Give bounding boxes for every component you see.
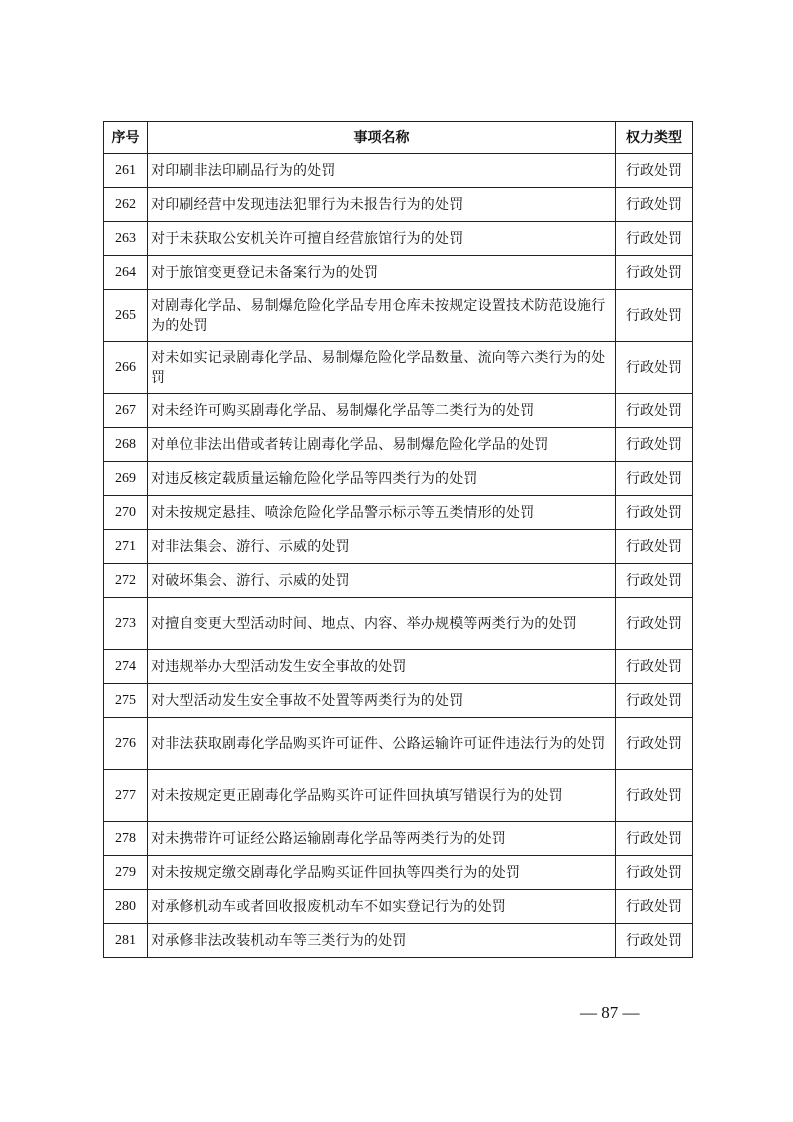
table-row	[104, 890, 693, 924]
row-power-type: 行政处罚	[616, 822, 693, 856]
row-item-name: 对承修非法改装机动车等三类行为的处罚	[148, 924, 616, 958]
table-row	[104, 256, 693, 290]
row-power-type: 行政处罚	[616, 770, 693, 822]
row-item-name: 对于未获取公安机关许可擅自经营旅馆行为的处罚	[148, 222, 616, 256]
table-row	[104, 496, 693, 530]
row-power-type: 行政处罚	[616, 188, 693, 222]
row-serial-number: 270	[104, 496, 148, 530]
row-power-type: 行政处罚	[616, 924, 693, 958]
row-item-name: 对单位非法出借或者转让剧毒化学品、易制爆危险化学品的处罚	[148, 428, 616, 462]
table-row	[104, 564, 693, 598]
row-item-name: 对未携带许可证经公路运输剧毒化学品等两类行为的处罚	[148, 822, 616, 856]
row-power-type: 行政处罚	[616, 530, 693, 564]
row-power-type: 行政处罚	[616, 428, 693, 462]
table-header-row	[104, 122, 693, 154]
row-item-name: 对未如实记录剧毒化学品、易制爆危险化学品数量、流向等六类行为的处罚	[148, 342, 616, 394]
row-serial-number: 261	[104, 154, 148, 188]
row-serial-number: 280	[104, 890, 148, 924]
row-serial-number: 275	[104, 684, 148, 718]
row-power-type: 行政处罚	[616, 598, 693, 650]
row-power-type: 行政处罚	[616, 462, 693, 496]
table-row	[104, 770, 693, 822]
row-power-type: 行政处罚	[616, 290, 693, 342]
row-item-name: 对承修机动车或者回收报废机动车不如实登记行为的处罚	[148, 890, 616, 924]
row-serial-number: 271	[104, 530, 148, 564]
row-serial-number: 262	[104, 188, 148, 222]
row-item-name: 对于旅馆变更登记未备案行为的处罚	[148, 256, 616, 290]
table-row	[104, 428, 693, 462]
row-item-name: 对违规举办大型活动发生安全事故的处罚	[148, 650, 616, 684]
table-row	[104, 530, 693, 564]
row-serial-number: 267	[104, 394, 148, 428]
table-row	[104, 290, 693, 342]
row-item-name: 对未按规定悬挂、喷涂危险化学品警示标示等五类情形的处罚	[148, 496, 616, 530]
row-power-type: 行政处罚	[616, 394, 693, 428]
row-power-type: 行政处罚	[616, 684, 693, 718]
table-row	[104, 462, 693, 496]
row-power-type: 行政处罚	[616, 342, 693, 394]
row-item-name: 对擅自变更大型活动时间、地点、内容、举办规模等两类行为的处罚	[148, 598, 616, 650]
table-row	[104, 650, 693, 684]
row-power-type: 行政处罚	[616, 890, 693, 924]
row-power-type: 行政处罚	[616, 222, 693, 256]
page-number: — 87 —	[580, 1003, 640, 1022]
row-item-name: 对剧毒化学品、易制爆危险化学品专用仓库未按规定设置技术防范设施行为的处罚	[148, 290, 616, 342]
row-serial-number: 274	[104, 650, 148, 684]
row-item-name: 对破坏集会、游行、示威的处罚	[148, 564, 616, 598]
row-serial-number: 263	[104, 222, 148, 256]
header-power-type: 权力类型	[616, 122, 693, 154]
row-serial-number: 268	[104, 428, 148, 462]
table-row	[104, 856, 693, 890]
row-serial-number: 276	[104, 718, 148, 770]
power-items-table	[103, 121, 693, 958]
row-serial-number: 264	[104, 256, 148, 290]
row-item-name: 对非法集会、游行、示威的处罚	[148, 530, 616, 564]
row-power-type: 行政处罚	[616, 718, 693, 770]
row-serial-number: 278	[104, 822, 148, 856]
table-row	[104, 684, 693, 718]
row-serial-number: 269	[104, 462, 148, 496]
row-item-name: 对非法获取剧毒化学品购买许可证件、公路运输许可证件违法行为的处罚	[148, 718, 616, 770]
row-power-type: 行政处罚	[616, 856, 693, 890]
row-serial-number: 279	[104, 856, 148, 890]
row-serial-number: 281	[104, 924, 148, 958]
header-serial-number: 序号	[104, 122, 148, 154]
table-row	[104, 394, 693, 428]
table-row	[104, 924, 693, 958]
table-row	[104, 222, 693, 256]
row-serial-number: 266	[104, 342, 148, 394]
table-row	[104, 598, 693, 650]
table-row	[104, 154, 693, 188]
table-row	[104, 188, 693, 222]
row-power-type: 行政处罚	[616, 650, 693, 684]
table-row	[104, 342, 693, 394]
row-item-name: 对未经许可购买剧毒化学品、易制爆化学品等二类行为的处罚	[148, 394, 616, 428]
row-item-name: 对印刷经营中发现违法犯罪行为未报告行为的处罚	[148, 188, 616, 222]
row-serial-number: 272	[104, 564, 148, 598]
row-item-name: 对印刷非法印刷品行为的处罚	[148, 154, 616, 188]
row-power-type: 行政处罚	[616, 496, 693, 530]
row-serial-number: 265	[104, 290, 148, 342]
row-power-type: 行政处罚	[616, 154, 693, 188]
row-item-name: 对违反核定载质量运输危险化学品等四类行为的处罚	[148, 462, 616, 496]
header-item-name: 事项名称	[148, 122, 616, 154]
row-item-name: 对未按规定更正剧毒化学品购买许可证件回执填写错误行为的处罚	[148, 770, 616, 822]
row-item-name: 对大型活动发生安全事故不处置等两类行为的处罚	[148, 684, 616, 718]
table-row	[104, 718, 693, 770]
row-serial-number: 277	[104, 770, 148, 822]
row-power-type: 行政处罚	[616, 564, 693, 598]
table-body	[104, 154, 693, 958]
table-row	[104, 822, 693, 856]
row-item-name: 对未按规定缴交剧毒化学品购买证件回执等四类行为的处罚	[148, 856, 616, 890]
row-power-type: 行政处罚	[616, 256, 693, 290]
row-serial-number: 273	[104, 598, 148, 650]
